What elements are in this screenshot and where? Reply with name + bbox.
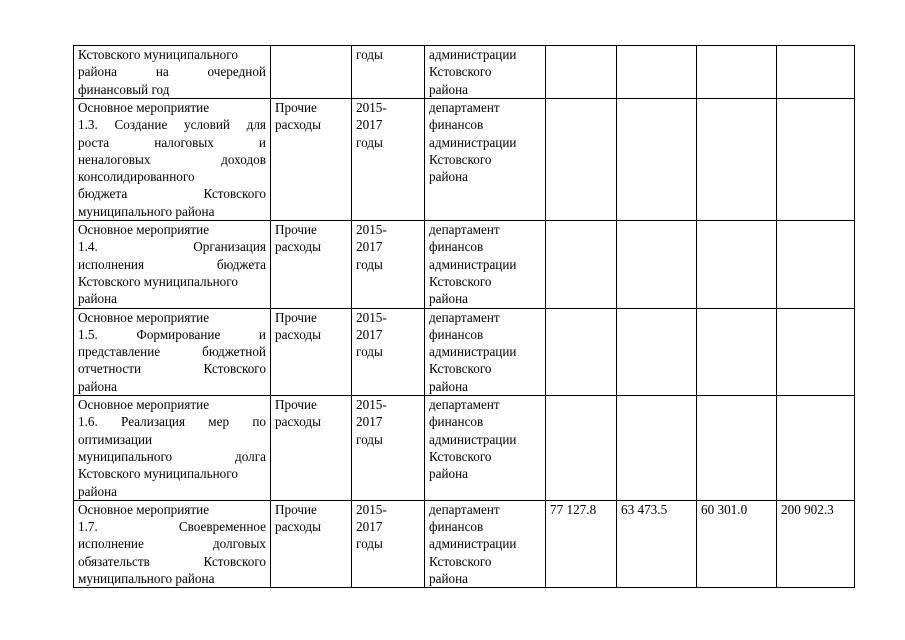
amount-cell-2 <box>617 396 697 501</box>
expense-type-cell <box>271 396 352 501</box>
activity-name-line: консолидированного <box>78 169 195 185</box>
executor-line: Кстовского <box>429 361 492 377</box>
executor-line: департамент <box>429 501 500 517</box>
executor-line: района <box>429 466 469 482</box>
amount-cell-1 <box>546 308 617 395</box>
activity-name-line: Кстовского муниципального <box>78 273 238 289</box>
activity-name-line: представление бюджетной <box>78 344 266 360</box>
executor-line: администрации <box>429 256 517 272</box>
expense-type-cell <box>271 221 352 308</box>
expense-type-cell <box>271 99 352 221</box>
period-line: 2015- <box>356 222 387 238</box>
executor-line: финансов <box>429 326 484 342</box>
period-line: 2017 <box>356 414 383 430</box>
expense-type-line: Прочие <box>275 100 317 115</box>
table-row <box>74 500 855 587</box>
expense-type-line: расходы <box>275 414 322 430</box>
executor-line: района <box>429 291 469 307</box>
table-row <box>74 221 855 308</box>
executor-line: района <box>429 169 469 185</box>
executor-line: Кстовского <box>429 448 492 464</box>
expense-type-line: расходы <box>275 117 322 133</box>
period-cell <box>352 99 425 221</box>
executor-line: администрации <box>429 134 517 150</box>
activity-name-line: Основное мероприятие <box>78 501 210 517</box>
period-line: 2015- <box>356 501 387 517</box>
activity-name-line: 1.3. Создание условий для <box>78 117 266 133</box>
executor-line: департамент <box>429 100 500 115</box>
activity-name-line: муниципального района <box>78 571 215 587</box>
executor-cell <box>425 500 546 587</box>
period-cell <box>352 308 425 395</box>
activity-name-line: района на очередной <box>78 64 266 80</box>
amount-cell-3 <box>697 46 777 99</box>
activity-name-line: 1.7. Своевременное <box>78 519 266 535</box>
executor-line: департамент <box>429 309 500 325</box>
period-line: 2017 <box>356 239 383 255</box>
executor-line: финансов <box>429 239 484 255</box>
executor-cell <box>425 46 546 99</box>
amount-cell-3: 60 301.0 <box>697 500 777 587</box>
amount-cell-2 <box>617 99 697 221</box>
executor-line: Кстовского <box>429 64 492 80</box>
amount-cell-4 <box>777 396 855 501</box>
activity-name-line: неналоговых доходов <box>78 151 266 167</box>
executor-line: района <box>429 571 469 587</box>
expense-type-line: Прочие <box>275 501 317 517</box>
activity-name-line: Основное мероприятие <box>78 397 210 413</box>
expense-type-line: Прочие <box>275 309 317 325</box>
amount-cell-3 <box>697 221 777 308</box>
period-cell <box>352 46 425 99</box>
table-row <box>74 396 855 501</box>
period-cell <box>352 396 425 501</box>
expense-type-line: расходы <box>275 326 322 342</box>
activity-name-line: 1.6. Реализация мер по <box>78 414 266 430</box>
period-line: годы <box>356 344 383 360</box>
period-line: 2017 <box>356 117 383 133</box>
executor-line: администрации <box>429 431 517 447</box>
amount-cell-1: 77 127.8 <box>546 500 617 587</box>
amount-cell-3 <box>697 308 777 395</box>
period-line: 2015- <box>356 100 387 115</box>
period-line: годы <box>356 134 383 150</box>
activity-name-line: роста налоговых и <box>78 134 266 150</box>
executor-line: Кстовского <box>429 151 492 167</box>
period-line: годы <box>356 536 383 552</box>
activity-name-line: Основное мероприятие <box>78 100 210 115</box>
activity-name-line: 1.4. Организация <box>78 239 266 255</box>
executor-cell <box>425 396 546 501</box>
activity-name-line: отчетности Кстовского <box>78 361 266 377</box>
period-line: 2017 <box>356 519 383 535</box>
activity-name-line: муниципального района <box>78 203 215 219</box>
executor-line: департамент <box>429 222 500 238</box>
activity-name-line: исполнения бюджета <box>78 256 266 272</box>
expense-type-line: расходы <box>275 239 322 255</box>
period-line: 2015- <box>356 309 387 325</box>
amount-cell-2: 63 473.5 <box>617 500 697 587</box>
table-row <box>74 99 855 221</box>
expense-type-line: расходы <box>275 519 322 535</box>
table-row <box>74 308 855 395</box>
executor-line: финансов <box>429 519 484 535</box>
activity-name-line: бюджета Кстовского <box>78 186 266 202</box>
expense-type-cell <box>271 308 352 395</box>
executor-line: Кстовского <box>429 273 492 289</box>
activity-name-line: района <box>78 378 118 394</box>
amount-cell-1 <box>546 99 617 221</box>
amount-cell-4 <box>777 221 855 308</box>
executor-line: Кстовского <box>429 553 492 569</box>
executor-line: района <box>429 378 469 394</box>
period-cell <box>352 221 425 308</box>
amount-cell-3 <box>697 99 777 221</box>
activity-name-cell <box>74 221 271 308</box>
activity-name-line: Кстовского муниципального <box>78 466 238 482</box>
executor-line: финансов <box>429 414 484 430</box>
executor-line: департамент <box>429 397 500 413</box>
amount-cell-2 <box>617 221 697 308</box>
period-line: годы <box>356 256 383 272</box>
activity-name-line: Кстовского муниципального <box>78 47 238 62</box>
activity-name-cell <box>74 308 271 395</box>
period-cell <box>352 500 425 587</box>
period-line: годы <box>356 431 383 447</box>
executor-line: района <box>429 81 469 97</box>
program-activities-table <box>73 45 855 588</box>
executor-line: администрации <box>429 536 517 552</box>
amount-cell-1 <box>546 221 617 308</box>
activity-name-cell <box>74 396 271 501</box>
expense-type-line: Прочие <box>275 222 317 238</box>
period-line: 2015- <box>356 397 387 413</box>
activity-name-line: обязательств Кстовского <box>78 553 266 569</box>
amount-cell-3 <box>697 396 777 501</box>
executor-cell <box>425 221 546 308</box>
amount-cell-4 <box>777 308 855 395</box>
amount-cell-2 <box>617 46 697 99</box>
table-row <box>74 46 855 99</box>
table-body <box>74 46 855 588</box>
activity-name-line: оптимизации <box>78 431 153 447</box>
executor-line: финансов <box>429 117 484 133</box>
activity-name-cell <box>74 99 271 221</box>
period-line: 2017 <box>356 326 383 342</box>
amount-cell-1 <box>546 396 617 501</box>
executor-line: администрации <box>429 47 517 62</box>
activity-name-line: 1.5. Формирование и <box>78 326 266 342</box>
executor-cell <box>425 99 546 221</box>
activity-name-cell <box>74 46 271 99</box>
executor-line: администрации <box>429 344 517 360</box>
amount-cell-1 <box>546 46 617 99</box>
activity-name-line: района <box>78 291 118 307</box>
activity-name-line: Основное мероприятие <box>78 222 210 238</box>
amount-cell-4 <box>777 46 855 99</box>
activity-name-line: муниципального долга <box>78 448 266 464</box>
amount-cell-2 <box>617 308 697 395</box>
activity-name-cell <box>74 500 271 587</box>
activity-name-line: исполнение долговых <box>78 536 266 552</box>
expense-type-cell <box>271 500 352 587</box>
executor-cell <box>425 308 546 395</box>
expense-type-cell <box>271 46 352 99</box>
activity-name-line: Основное мероприятие <box>78 309 210 325</box>
period-line: годы <box>356 47 383 62</box>
activity-name-line: района <box>78 483 118 499</box>
activity-name-line: финансовый год <box>78 81 170 97</box>
amount-cell-4: 200 902.3 <box>777 500 855 587</box>
expense-type-line: Прочие <box>275 397 317 413</box>
amount-cell-4 <box>777 99 855 221</box>
